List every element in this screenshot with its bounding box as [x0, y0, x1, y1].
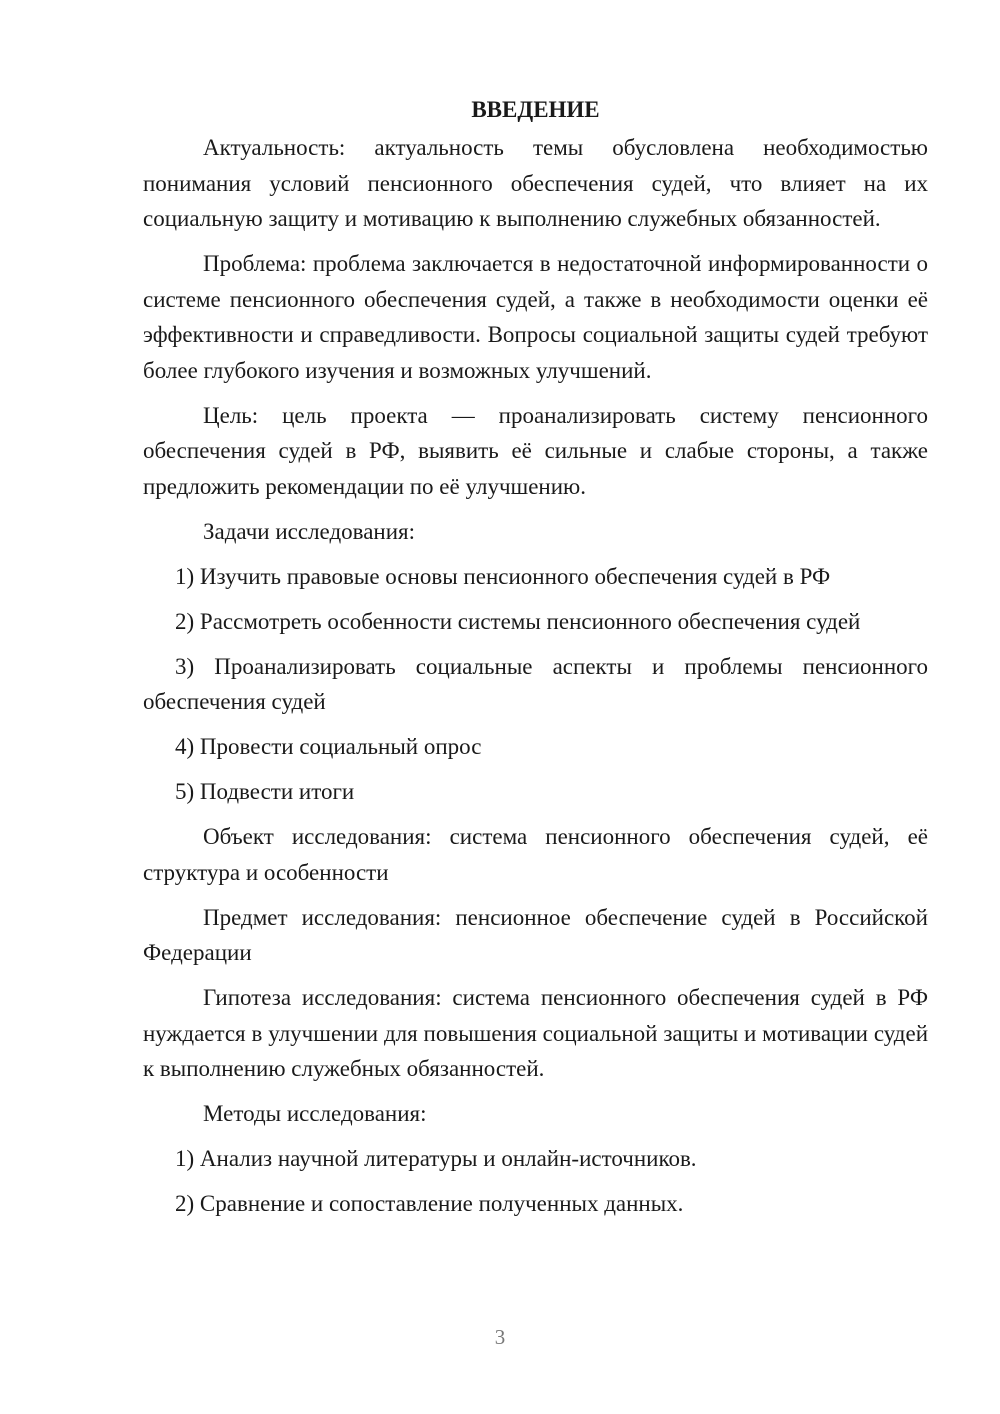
- paragraph-relevance: Актуальность: актуальность темы обусловлена необходимостью понимания условий пенсионного обеспечения судей, что влияет на их социальную защиту и мотивацию к выполнению служебных обязанностей.: [143, 135, 928, 231]
- task-item-4: 4) Провести социальный опрос: [175, 734, 482, 759]
- paragraph-goal: Цель: цель проекта — проанализировать систему пенсионного обеспечения судей в РФ, выявить её сильные и слабые стороны, а также предложить рекомендации по её улучшению.: [143, 402, 928, 499]
- task-item-3: 3) Проанализировать социальные аспекты и проблемы пенсионного обеспечения судей: [143, 653, 928, 714]
- tasks-heading: Задачи исследования:: [203, 518, 416, 544]
- task-item-1: 1) Изучить правовые основы пенсионного обеспечения судей в РФ: [175, 563, 831, 589]
- page-number: 3: [494, 1325, 506, 1349]
- task-item-5: 5) Подвести итоги: [175, 779, 355, 804]
- paragraph-object: Объект исследования: система пенсионного обеспечения судей, её структура и особенности: [143, 824, 928, 885]
- methods-heading: Методы исследования:: [203, 1101, 427, 1126]
- paragraph-problem: Проблема: проблема заключается в недостаточной информированности о системе пенсионного обеспечения судей, а также в необходимости оценки её эффективности и справедливости. Вопросы социальной защиты судей требуют более глубокого изучения и возможных улучшений.: [143, 251, 928, 383]
- paragraph-subject: Предмет исследования: пенсионное обеспечение судей в Российской Федерации: [143, 904, 928, 965]
- method-item-2: 2) Сравнение и сопоставление полученных данных.: [175, 1191, 684, 1216]
- document-title: ВВЕДЕНИЕ: [471, 97, 600, 122]
- paragraph-hypothesis: Гипотеза исследования: система пенсионного обеспечения судей в РФ нуждается в улучшении для повышения социальной защиты и мотивации судей к выполнению служебных обязанностей.: [143, 985, 928, 1081]
- document-page: [143, 92, 928, 1231]
- task-item-2: 2) Рассмотреть особенности системы пенсионного обеспечения судей: [175, 608, 861, 634]
- method-item-1: 1) Анализ научной литературы и онлайн-источников.: [175, 1146, 697, 1171]
